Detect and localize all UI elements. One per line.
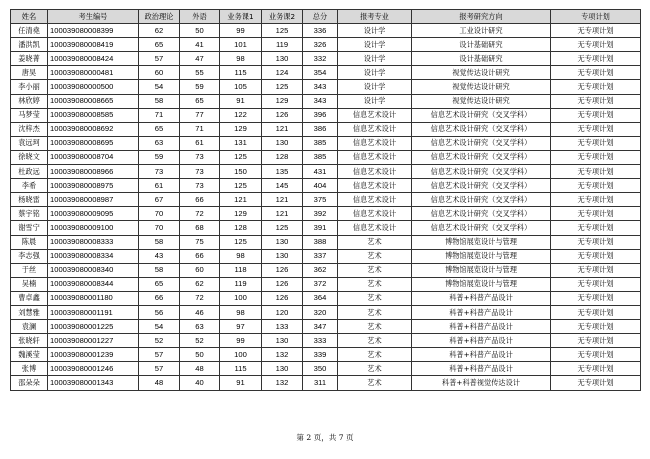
cell-total-score: 362 <box>303 263 338 277</box>
cell-name: 袁远珂 <box>11 136 48 150</box>
cell-subject1-score: 98 <box>220 305 262 319</box>
cell-foreign-language-score: 50 <box>180 348 220 362</box>
cell-research-direction: 科普+科普视觉传达设计 <box>412 376 551 390</box>
cell-subject2-score: 121 <box>262 207 303 221</box>
cell-total-score: 337 <box>303 249 338 263</box>
page-number: 第 2 页，共 7 页 <box>296 433 354 442</box>
cell-total-score: 347 <box>303 320 338 334</box>
cell-foreign-language-score: 50 <box>180 24 220 38</box>
cell-research-direction: 信息艺术设计研究（交叉学科） <box>412 150 551 164</box>
cell-subject1-score: 125 <box>220 235 262 249</box>
cell-subject2-score: 130 <box>262 136 303 150</box>
cell-total-score: 332 <box>303 52 338 66</box>
cell-subject1-score: 128 <box>220 221 262 235</box>
cell-politics-score: 54 <box>139 320 180 334</box>
cell-subject1-score: 115 <box>220 66 262 80</box>
table-row <box>11 320 641 334</box>
cell-politics-score: 65 <box>139 122 180 136</box>
cell-subject2-score: 125 <box>262 24 303 38</box>
cell-special-plan: 无专项计划 <box>551 122 641 136</box>
header-foreign-language-score: 外语 <box>180 10 220 24</box>
cell-total-score: 354 <box>303 66 338 80</box>
cell-politics-score: 58 <box>139 94 180 108</box>
cell-subject1-score: 99 <box>220 24 262 38</box>
cell-candidate-id: 100039080008704 <box>48 150 139 164</box>
cell-special-plan: 无专项计划 <box>551 305 641 319</box>
cell-research-direction: 信息艺术设计研究（交叉学科） <box>412 221 551 235</box>
cell-research-direction: 科普+科普产品设计 <box>412 348 551 362</box>
cell-foreign-language-score: 46 <box>180 305 220 319</box>
cell-name: 沈梓杰 <box>11 122 48 136</box>
cell-politics-score: 66 <box>139 291 180 305</box>
cell-research-direction: 信息艺术设计研究（交叉学科） <box>412 136 551 150</box>
cell-special-plan: 无专项计划 <box>551 207 641 221</box>
cell-foreign-language-score: 66 <box>180 193 220 207</box>
cell-research-direction: 科普+科普产品设计 <box>412 305 551 319</box>
cell-subject2-score: 130 <box>262 249 303 263</box>
cell-special-plan: 无专项计划 <box>551 362 641 376</box>
cell-name: 李志强 <box>11 249 48 263</box>
cell-subject1-score: 129 <box>220 122 262 136</box>
table-header-row <box>11 10 641 24</box>
table-row <box>11 221 641 235</box>
cell-candidate-id: 100039080009095 <box>48 207 139 221</box>
cell-major: 设计学 <box>338 66 412 80</box>
cell-politics-score: 57 <box>139 362 180 376</box>
cell-candidate-id: 100039080008987 <box>48 193 139 207</box>
cell-subject1-score: 119 <box>220 277 262 291</box>
cell-candidate-id: 100039080001239 <box>48 348 139 362</box>
cell-name: 任清堯 <box>11 24 48 38</box>
cell-name: 马梦莹 <box>11 108 48 122</box>
cell-subject2-score: 126 <box>262 291 303 305</box>
cell-foreign-language-score: 71 <box>180 122 220 136</box>
cell-foreign-language-score: 72 <box>180 207 220 221</box>
cell-candidate-id: 100039080008975 <box>48 179 139 193</box>
cell-foreign-language-score: 73 <box>180 150 220 164</box>
cell-total-score: 404 <box>303 179 338 193</box>
cell-total-score: 343 <box>303 94 338 108</box>
cell-total-score: 375 <box>303 193 338 207</box>
cell-politics-score: 48 <box>139 376 180 390</box>
cell-candidate-id: 100039080008695 <box>48 136 139 150</box>
cell-name: 潘洪凯 <box>11 38 48 52</box>
admission-score-table <box>10 9 641 391</box>
cell-foreign-language-score: 75 <box>180 235 220 249</box>
cell-candidate-id: 100039080008585 <box>48 108 139 122</box>
cell-major: 艺术 <box>338 291 412 305</box>
cell-subject2-score: 121 <box>262 122 303 136</box>
cell-politics-score: 61 <box>139 179 180 193</box>
cell-research-direction: 信息艺术设计研究（交叉学科） <box>412 207 551 221</box>
cell-foreign-language-score: 77 <box>180 108 220 122</box>
cell-special-plan: 无专项计划 <box>551 52 641 66</box>
cell-special-plan: 无专项计划 <box>551 38 641 52</box>
cell-foreign-language-score: 47 <box>180 52 220 66</box>
cell-candidate-id: 100039080008424 <box>48 52 139 66</box>
cell-major: 设计学 <box>338 52 412 66</box>
cell-subject2-score: 125 <box>262 221 303 235</box>
cell-special-plan: 无专项计划 <box>551 150 641 164</box>
cell-name: 林欣婷 <box>11 94 48 108</box>
cell-research-direction: 信息艺术设计研究（交叉学科） <box>412 108 551 122</box>
cell-candidate-id: 100039080008333 <box>48 235 139 249</box>
cell-politics-score: 52 <box>139 334 180 348</box>
cell-special-plan: 无专项计划 <box>551 24 641 38</box>
cell-major: 信息艺术设计 <box>338 165 412 179</box>
cell-name: 陈晨 <box>11 235 48 249</box>
cell-special-plan: 无专项计划 <box>551 165 641 179</box>
cell-subject1-score: 115 <box>220 362 262 376</box>
cell-subject1-score: 99 <box>220 334 262 348</box>
cell-subject1-score: 91 <box>220 376 262 390</box>
cell-name: 姜晓菁 <box>11 52 48 66</box>
cell-special-plan: 无专项计划 <box>551 235 641 249</box>
cell-subject2-score: 125 <box>262 80 303 94</box>
table-row <box>11 291 641 305</box>
cell-foreign-language-score: 73 <box>180 179 220 193</box>
cell-total-score: 391 <box>303 221 338 235</box>
table-row <box>11 80 641 94</box>
cell-special-plan: 无专项计划 <box>551 193 641 207</box>
cell-foreign-language-score: 65 <box>180 94 220 108</box>
cell-politics-score: 43 <box>139 249 180 263</box>
cell-major: 艺术 <box>338 334 412 348</box>
cell-major: 设计学 <box>338 80 412 94</box>
cell-politics-score: 73 <box>139 165 180 179</box>
cell-total-score: 339 <box>303 348 338 362</box>
cell-candidate-id: 100039080001225 <box>48 320 139 334</box>
table-row <box>11 362 641 376</box>
cell-name: 张博 <box>11 362 48 376</box>
cell-subject1-score: 91 <box>220 94 262 108</box>
header-politics-score: 政治理论 <box>139 10 180 24</box>
cell-research-direction: 设计基础研究 <box>412 52 551 66</box>
header-subject1-score: 业务课1 <box>220 10 262 24</box>
cell-foreign-language-score: 48 <box>180 362 220 376</box>
cell-research-direction: 科普+科普产品设计 <box>412 320 551 334</box>
cell-subject2-score: 132 <box>262 348 303 362</box>
cell-research-direction: 设计基础研究 <box>412 38 551 52</box>
cell-major: 信息艺术设计 <box>338 136 412 150</box>
cell-subject1-score: 97 <box>220 320 262 334</box>
cell-subject1-score: 118 <box>220 263 262 277</box>
table-row <box>11 150 641 164</box>
cell-major: 艺术 <box>338 376 412 390</box>
header-subject2-score: 业务课2 <box>262 10 303 24</box>
cell-foreign-language-score: 59 <box>180 80 220 94</box>
cell-research-direction: 博物馆展览设计与管理 <box>412 235 551 249</box>
cell-name: 谢雪宁 <box>11 221 48 235</box>
cell-research-direction: 博物馆展览设计与管理 <box>412 277 551 291</box>
table-row <box>11 348 641 362</box>
cell-foreign-language-score: 40 <box>180 376 220 390</box>
cell-total-score: 385 <box>303 150 338 164</box>
cell-politics-score: 57 <box>139 348 180 362</box>
cell-total-score: 336 <box>303 24 338 38</box>
cell-total-score: 311 <box>303 376 338 390</box>
cell-research-direction: 视觉传达设计研究 <box>412 66 551 80</box>
cell-major: 艺术 <box>338 348 412 362</box>
cell-politics-score: 71 <box>139 108 180 122</box>
cell-subject2-score: 128 <box>262 150 303 164</box>
table-row <box>11 122 641 136</box>
cell-research-direction: 信息艺术设计研究（交叉学科） <box>412 122 551 136</box>
table-row <box>11 376 641 390</box>
cell-subject1-score: 101 <box>220 38 262 52</box>
cell-candidate-id: 100039080008344 <box>48 277 139 291</box>
cell-politics-score: 63 <box>139 136 180 150</box>
table-row <box>11 94 641 108</box>
cell-politics-score: 59 <box>139 150 180 164</box>
cell-major: 信息艺术设计 <box>338 207 412 221</box>
cell-subject2-score: 120 <box>262 305 303 319</box>
cell-politics-score: 57 <box>139 52 180 66</box>
cell-subject1-score: 98 <box>220 249 262 263</box>
cell-name: 曹卓鑫 <box>11 291 48 305</box>
cell-subject2-score: 130 <box>262 362 303 376</box>
cell-special-plan: 无专项计划 <box>551 136 641 150</box>
cell-total-score: 431 <box>303 165 338 179</box>
cell-special-plan: 无专项计划 <box>551 348 641 362</box>
cell-candidate-id: 100039080008966 <box>48 165 139 179</box>
cell-foreign-language-score: 73 <box>180 165 220 179</box>
cell-subject2-score: 119 <box>262 38 303 52</box>
cell-politics-score: 62 <box>139 24 180 38</box>
cell-subject2-score: 126 <box>262 263 303 277</box>
cell-subject2-score: 130 <box>262 235 303 249</box>
cell-name: 唐昊 <box>11 66 48 80</box>
header-research-direction: 报考研究方向 <box>412 10 551 24</box>
cell-politics-score: 70 <box>139 207 180 221</box>
cell-politics-score: 58 <box>139 263 180 277</box>
cell-research-direction: 信息艺术设计研究（交叉学科） <box>412 193 551 207</box>
cell-research-direction: 信息艺术设计研究（交叉学科） <box>412 179 551 193</box>
cell-name: 魏溪莹 <box>11 348 48 362</box>
header-candidate-id: 考生编号 <box>48 10 139 24</box>
cell-special-plan: 无专项计划 <box>551 179 641 193</box>
cell-politics-score: 58 <box>139 235 180 249</box>
cell-subject1-score: 100 <box>220 291 262 305</box>
cell-politics-score: 67 <box>139 193 180 207</box>
cell-name: 杨晓雷 <box>11 193 48 207</box>
table-row <box>11 249 641 263</box>
cell-name: 袁澜 <box>11 320 48 334</box>
table-row <box>11 165 641 179</box>
header-major: 报考专业 <box>338 10 412 24</box>
cell-name: 李小丽 <box>11 80 48 94</box>
cell-total-score: 364 <box>303 291 338 305</box>
table-row <box>11 305 641 319</box>
cell-major: 艺术 <box>338 320 412 334</box>
cell-politics-score: 70 <box>139 221 180 235</box>
cell-research-direction: 视觉传达设计研究 <box>412 80 551 94</box>
cell-special-plan: 无专项计划 <box>551 376 641 390</box>
table-row <box>11 136 641 150</box>
cell-candidate-id: 100039080008334 <box>48 249 139 263</box>
cell-candidate-id: 100039080009100 <box>48 221 139 235</box>
cell-subject2-score: 126 <box>262 108 303 122</box>
cell-research-direction: 视觉传达设计研究 <box>412 94 551 108</box>
cell-total-score: 396 <box>303 108 338 122</box>
cell-candidate-id: 100039080001191 <box>48 305 139 319</box>
cell-politics-score: 54 <box>139 80 180 94</box>
cell-subject2-score: 132 <box>262 376 303 390</box>
cell-total-score: 372 <box>303 277 338 291</box>
cell-name: 邵朵朵 <box>11 376 48 390</box>
cell-major: 信息艺术设计 <box>338 150 412 164</box>
cell-special-plan: 无专项计划 <box>551 249 641 263</box>
cell-subject1-score: 121 <box>220 193 262 207</box>
cell-special-plan: 无专项计划 <box>551 291 641 305</box>
cell-special-plan: 无专项计划 <box>551 221 641 235</box>
cell-major: 艺术 <box>338 305 412 319</box>
cell-special-plan: 无专项计划 <box>551 277 641 291</box>
cell-candidate-id: 100039080008665 <box>48 94 139 108</box>
cell-total-score: 333 <box>303 334 338 348</box>
cell-politics-score: 56 <box>139 305 180 319</box>
cell-subject1-score: 98 <box>220 52 262 66</box>
cell-candidate-id: 100039080001343 <box>48 376 139 390</box>
cell-major: 设计学 <box>338 94 412 108</box>
cell-special-plan: 无专项计划 <box>551 108 641 122</box>
header-special-plan: 专项计划 <box>551 10 641 24</box>
cell-subject2-score: 145 <box>262 179 303 193</box>
cell-foreign-language-score: 72 <box>180 291 220 305</box>
cell-subject2-score: 130 <box>262 334 303 348</box>
cell-major: 艺术 <box>338 277 412 291</box>
table-row <box>11 108 641 122</box>
cell-candidate-id: 100039080000500 <box>48 80 139 94</box>
cell-special-plan: 无专项计划 <box>551 334 641 348</box>
table-row <box>11 66 641 80</box>
cell-candidate-id: 100039080008692 <box>48 122 139 136</box>
cell-total-score: 326 <box>303 38 338 52</box>
cell-candidate-id: 100039080001180 <box>48 291 139 305</box>
cell-research-direction: 工业设计研究 <box>412 24 551 38</box>
cell-major: 设计学 <box>338 24 412 38</box>
cell-foreign-language-score: 60 <box>180 263 220 277</box>
cell-name: 杜政远 <box>11 165 48 179</box>
cell-research-direction: 科普+科普产品设计 <box>412 291 551 305</box>
cell-total-score: 343 <box>303 80 338 94</box>
table-row <box>11 235 641 249</box>
cell-major: 信息艺术设计 <box>338 221 412 235</box>
cell-special-plan: 无专项计划 <box>551 263 641 277</box>
cell-research-direction: 科普+科普产品设计 <box>412 334 551 348</box>
cell-research-direction: 科普+科普产品设计 <box>412 362 551 376</box>
cell-subject1-score: 131 <box>220 136 262 150</box>
cell-subject2-score: 121 <box>262 193 303 207</box>
cell-research-direction: 信息艺术设计研究（交叉学科） <box>412 165 551 179</box>
cell-total-score: 385 <box>303 136 338 150</box>
cell-politics-score: 60 <box>139 66 180 80</box>
cell-special-plan: 无专项计划 <box>551 94 641 108</box>
cell-name: 李希 <box>11 179 48 193</box>
cell-subject2-score: 135 <box>262 165 303 179</box>
cell-name: 张晓轩 <box>11 334 48 348</box>
cell-name: 于丝 <box>11 263 48 277</box>
cell-major: 艺术 <box>338 362 412 376</box>
cell-subject1-score: 100 <box>220 348 262 362</box>
cell-total-score: 320 <box>303 305 338 319</box>
cell-subject2-score: 126 <box>262 277 303 291</box>
cell-foreign-language-score: 62 <box>180 277 220 291</box>
table-row <box>11 263 641 277</box>
cell-major: 艺术 <box>338 235 412 249</box>
cell-foreign-language-score: 61 <box>180 136 220 150</box>
cell-major: 艺术 <box>338 263 412 277</box>
cell-candidate-id: 100039080001246 <box>48 362 139 376</box>
table-row <box>11 193 641 207</box>
cell-subject1-score: 105 <box>220 80 262 94</box>
cell-name: 蔡宇铭 <box>11 207 48 221</box>
cell-foreign-language-score: 41 <box>180 38 220 52</box>
cell-subject1-score: 150 <box>220 165 262 179</box>
cell-total-score: 388 <box>303 235 338 249</box>
cell-major: 信息艺术设计 <box>338 108 412 122</box>
cell-special-plan: 无专项计划 <box>551 80 641 94</box>
cell-subject2-score: 124 <box>262 66 303 80</box>
cell-total-score: 392 <box>303 207 338 221</box>
cell-subject1-score: 122 <box>220 108 262 122</box>
header-name: 姓名 <box>11 10 48 24</box>
cell-subject1-score: 129 <box>220 207 262 221</box>
table-row <box>11 334 641 348</box>
cell-name: 刘慧雅 <box>11 305 48 319</box>
cell-total-score: 386 <box>303 122 338 136</box>
cell-subject2-score: 129 <box>262 94 303 108</box>
cell-subject1-score: 125 <box>220 150 262 164</box>
cell-foreign-language-score: 68 <box>180 221 220 235</box>
cell-candidate-id: 100039080000481 <box>48 66 139 80</box>
cell-major: 信息艺术设计 <box>338 179 412 193</box>
cell-candidate-id: 100039080008419 <box>48 38 139 52</box>
cell-name: 吴楠 <box>11 277 48 291</box>
cell-name: 徐晓文 <box>11 150 48 164</box>
cell-major: 艺术 <box>338 249 412 263</box>
table-row <box>11 207 641 221</box>
cell-foreign-language-score: 52 <box>180 334 220 348</box>
cell-subject1-score: 125 <box>220 179 262 193</box>
table-row <box>11 52 641 66</box>
cell-research-direction: 博物馆展览设计与管理 <box>412 263 551 277</box>
table-row <box>11 277 641 291</box>
cell-major: 信息艺术设计 <box>338 122 412 136</box>
cell-candidate-id: 100039080001227 <box>48 334 139 348</box>
cell-politics-score: 65 <box>139 38 180 52</box>
table-row <box>11 38 641 52</box>
cell-candidate-id: 100039080008399 <box>48 24 139 38</box>
cell-major: 信息艺术设计 <box>338 193 412 207</box>
cell-special-plan: 无专项计划 <box>551 66 641 80</box>
cell-candidate-id: 100039080008340 <box>48 263 139 277</box>
cell-total-score: 350 <box>303 362 338 376</box>
cell-foreign-language-score: 63 <box>180 320 220 334</box>
cell-major: 设计学 <box>338 38 412 52</box>
cell-foreign-language-score: 55 <box>180 66 220 80</box>
cell-subject2-score: 130 <box>262 52 303 66</box>
cell-foreign-language-score: 66 <box>180 249 220 263</box>
cell-politics-score: 65 <box>139 277 180 291</box>
table-row <box>11 24 641 38</box>
table-row <box>11 179 641 193</box>
cell-research-direction: 博物馆展览设计与管理 <box>412 249 551 263</box>
header-total-score: 总分 <box>303 10 338 24</box>
cell-subject2-score: 133 <box>262 320 303 334</box>
cell-special-plan: 无专项计划 <box>551 320 641 334</box>
